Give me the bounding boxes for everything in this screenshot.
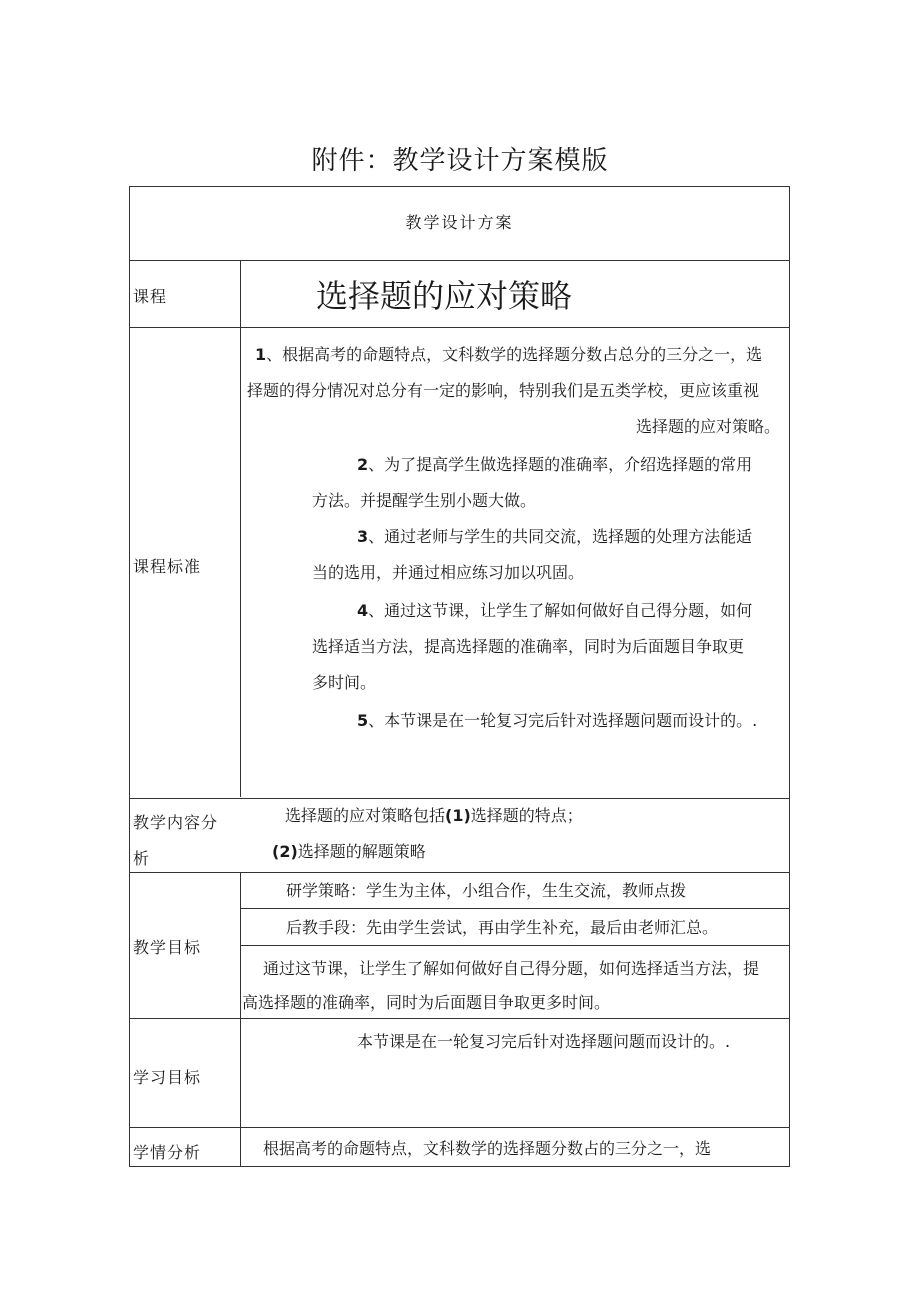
content-text: 选择题的解题策略 bbox=[297, 842, 426, 861]
content-analysis-line-1 bbox=[285, 798, 583, 834]
item-text: 方法。并提醒学生别小题大做。 bbox=[312, 491, 537, 510]
course-label: 课程 bbox=[133, 287, 168, 306]
item-number: 5 bbox=[357, 711, 369, 730]
content-analysis-line-2 bbox=[272, 834, 426, 870]
learner-analysis-label: 学情分析 bbox=[133, 1143, 202, 1162]
item-number: 4 bbox=[357, 601, 369, 620]
row-divider bbox=[129, 260, 790, 261]
teaching-goal-line-2: 高选择题的准确率，同时为后面题目争取更多时间。 bbox=[242, 993, 611, 1012]
item-text: 多时间。 bbox=[312, 673, 377, 692]
item-text: 当的选用，并通过相应练习加以巩固。 bbox=[312, 563, 585, 582]
item-text: 、根据高考的命题特点，文科数学的选择题分数占总分的三分之一，选 bbox=[266, 345, 763, 364]
item-text: 择题的得分情况对总分有一定的影响，特别我们是五类学校，更应该重视 bbox=[247, 381, 760, 400]
table-header: 教学设计方案 bbox=[405, 213, 514, 232]
column-divider bbox=[240, 1127, 241, 1167]
row-divider bbox=[129, 1127, 790, 1128]
content-number: (2) bbox=[272, 842, 298, 861]
document-title: 附件：教学设计方案模版 bbox=[311, 146, 609, 176]
row-divider bbox=[129, 327, 790, 328]
learning-goals-label: 学习目标 bbox=[133, 1068, 202, 1087]
item-text: 、通过老师与学生的共同交流，选择题的处理方法能适 bbox=[368, 527, 753, 546]
teaching-goal-line-1: 通过这节课，让学生了解如何做好自己得分题，如何选择适当方法，提 bbox=[263, 959, 760, 978]
content-analysis-label: 教学内容分 bbox=[133, 813, 219, 832]
column-divider bbox=[240, 872, 241, 1127]
item-text: 、本节课是在一轮复习完后针对选择题问题而设计的。. bbox=[368, 711, 758, 730]
content-number: (1) bbox=[445, 806, 471, 825]
content-text: 选择题的特点； bbox=[470, 806, 583, 825]
item-text: 、通过这节课，让学生了解如何做好自己得分题，如何 bbox=[368, 601, 753, 620]
item-text: 选择适当方法，提高选择题的准确率，同时为后面题目争取更 bbox=[312, 637, 745, 656]
standard-label: 课程标准 bbox=[133, 557, 202, 576]
item-number: 3 bbox=[357, 527, 369, 546]
item-number: 2 bbox=[357, 455, 369, 474]
teaching-strategy: 研学策略：学生为主体，小组合作，生生交流，教师点拨 bbox=[286, 881, 687, 900]
item-text: 选择题的应对策略。 bbox=[636, 417, 781, 436]
item-number: 1 bbox=[255, 345, 267, 364]
column-divider bbox=[240, 260, 241, 797]
teaching-goals-label: 教学目标 bbox=[133, 938, 202, 957]
course-value: 选择题的应对策略 bbox=[316, 277, 573, 315]
learner-analysis-value: 根据高考的命题特点，文科数学的选择题分数占的三分之一，选 bbox=[263, 1139, 712, 1158]
content-text: 选择题的应对策略包括 bbox=[285, 806, 446, 825]
item-text: 、为了提高学生做选择题的准确率，介绍选择题的常用 bbox=[368, 455, 753, 474]
learning-goals-value: 本节课是在一轮复习完后针对选择题问题而设计的。. bbox=[357, 1032, 731, 1051]
content-analysis-label-cont: 析 bbox=[133, 849, 151, 868]
teaching-means: 后教手段：先由学生尝试，再由学生补充，最后由老师汇总。 bbox=[286, 918, 719, 937]
